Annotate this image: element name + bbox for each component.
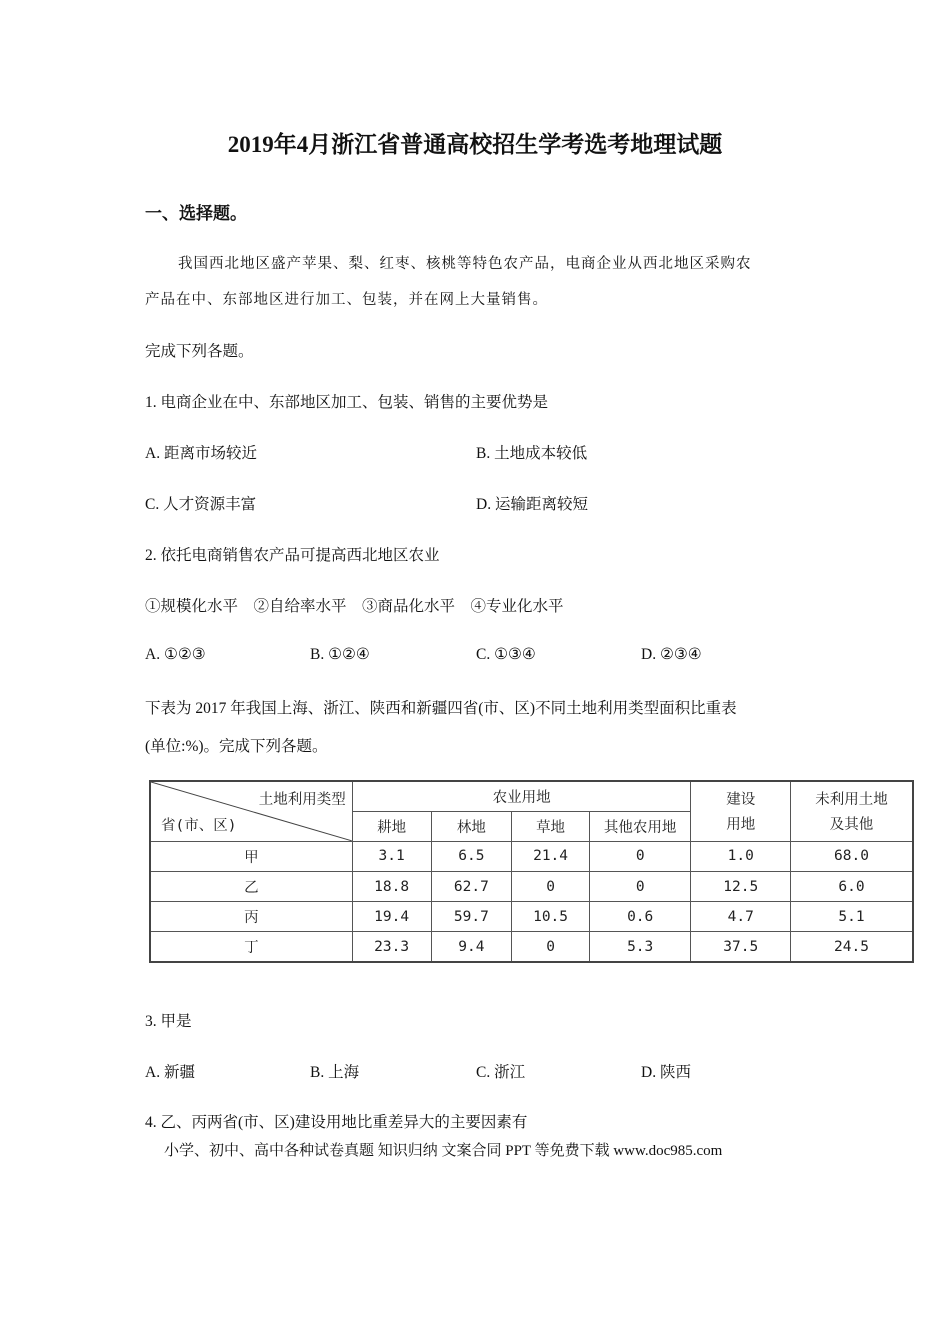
table-row — [150, 841, 913, 871]
table-row — [150, 902, 913, 932]
question-4-stem: 4. 乙、丙两省(市、区)建设用地比重差异大的主要因素有 — [145, 1114, 528, 1131]
table-cell: 0 — [512, 932, 590, 962]
table-cell: 0 — [589, 871, 691, 901]
question-3-option-d: D. 陕西 — [641, 1064, 691, 1081]
table-cell: 4.7 — [691, 902, 791, 932]
table-intro-line-1: 下表为 2017 年我国上海、浙江、陕西和新疆四省(市、区)不同土地利用类型面积比重表 — [145, 700, 737, 717]
unused-land-header — [791, 781, 913, 841]
corner-bottom-label: 省(市、区) — [161, 817, 237, 834]
table-cell: 21.4 — [512, 841, 590, 871]
corner-top-label: 土地利用类型 — [258, 792, 346, 808]
table-cell: 10.5 — [512, 902, 590, 932]
intro-line-1: 我国西北地区盛产苹果、梨、红枣、核桃等特色农产品，电商企业从西北地区采购农 — [178, 256, 752, 272]
footer-note: 小学、初中、高中各种试卷真题 知识归纳 文案合同 PPT 等免费下载 www.doc985.com — [164, 1143, 723, 1159]
table-cell: 62.7 — [431, 871, 512, 901]
table-cell: 37.5 — [691, 932, 791, 962]
table-cell: 5.3 — [589, 932, 691, 962]
row-name: 丁 — [150, 932, 352, 962]
question-2-stem: 2. 依托电商销售农产品可提高西北地区农业 — [145, 547, 440, 564]
section-heading: 一、选择题。 — [145, 204, 247, 223]
table-cell: 6.5 — [431, 841, 512, 871]
land-use-table — [149, 780, 914, 963]
row-name: 丙 — [150, 902, 352, 932]
question-1-option-a: A. 距离市场较近 — [145, 445, 257, 462]
table-cell: 24.5 — [791, 932, 913, 962]
table-cell: 0 — [589, 841, 691, 871]
construction-land-header — [691, 781, 791, 841]
table-cell: 12.5 — [691, 871, 791, 901]
table-cell: 6.0 — [791, 871, 913, 901]
agricultural-land-header: 农业用地 — [352, 781, 691, 811]
table-intro-line-2: (单位:%)。完成下列各题。 — [145, 738, 328, 755]
question-3-stem: 3. 甲是 — [145, 1013, 192, 1030]
table-row — [150, 871, 913, 901]
unused-header-line-2: 及其他 — [829, 817, 874, 834]
question-1-option-c: C. 人才资源丰富 — [145, 496, 257, 513]
question-1-option-d: D. 运输距离较短 — [476, 496, 588, 513]
table-cell: 0 — [512, 871, 590, 901]
question-2-option-d: D. ②③④ — [641, 646, 702, 663]
page-title: 2019年4月浙江省普通高校招生学考选考地理试题 — [227, 132, 723, 157]
subheader-forest: 林地 — [431, 811, 512, 841]
subheader-other-agri: 其他农用地 — [589, 811, 691, 841]
question-2-option-b: B. ①②④ — [310, 646, 370, 663]
subheader-grassland: 草地 — [512, 811, 590, 841]
intro-line-2: 产品在中、东部地区进行加工、包装，并在网上大量销售。 — [145, 292, 548, 308]
construction-header-line-2: 用地 — [726, 817, 756, 834]
row-name: 乙 — [150, 871, 352, 901]
question-2-items: ①规模化水平 ②自给率水平 ③商品化水平 ④专业化水平 — [145, 598, 564, 615]
table-cell: 3.1 — [352, 841, 431, 871]
instruction: 完成下列各题。 — [145, 343, 254, 360]
construction-header-line-1: 建设 — [726, 792, 756, 809]
question-3-option-a: A. 新疆 — [145, 1064, 195, 1081]
table-cell: 18.8 — [352, 871, 431, 901]
question-1-stem: 1. 电商企业在中、东部地区加工、包装、销售的主要优势是 — [145, 394, 549, 411]
table-cell: 68.0 — [791, 841, 913, 871]
table-corner-cell — [150, 781, 352, 841]
table-cell: 9.4 — [431, 932, 512, 962]
table-cell: 1.0 — [691, 841, 791, 871]
question-2-option-a: A. ①②③ — [145, 646, 206, 663]
question-3-option-b: B. 上海 — [310, 1064, 360, 1081]
unused-header-line-1: 未利用土地 — [815, 792, 888, 809]
question-1-option-b: B. 土地成本较低 — [476, 445, 588, 462]
question-2-option-c: C. ①③④ — [476, 646, 536, 663]
table-cell: 59.7 — [431, 902, 512, 932]
row-name: 甲 — [150, 841, 352, 871]
question-3-option-c: C. 浙江 — [476, 1064, 526, 1081]
table-cell: 23.3 — [352, 932, 431, 962]
table-cell: 0.6 — [589, 902, 691, 932]
table-cell: 19.4 — [352, 902, 431, 932]
subheader-cultivated: 耕地 — [352, 811, 431, 841]
table-row — [150, 932, 913, 962]
table-cell: 5.1 — [791, 902, 913, 932]
